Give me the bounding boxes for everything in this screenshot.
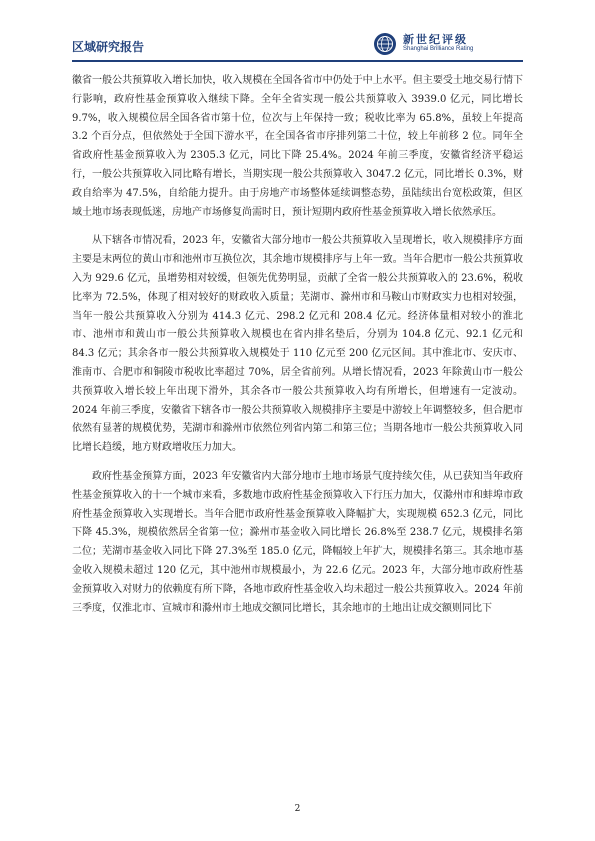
globe-seal-icon bbox=[373, 32, 397, 56]
header-divider bbox=[72, 60, 523, 62]
paragraph-city-general-budget: 从下辖各市情况看，2023 年，安徽省大部分地市一般公共预算收入呈现增长，收入规模排序方面主要是末两位的黄山市和池州市互换位次，其余地市规模排序与上年一致。当年合肥市一般公共预算收入为 929.6 亿元，虽增势相对较缓，但领先优势明显，贡献了全省一般公共预算收入的 23.6%，税收比率为 72.5%，体现了相对较好的财政收入质量；芜湖市、滁州市和马鞍山市财政实力也相对较强，当年一般公共预算收入分别为 414.3 亿元、298.2 亿元和 208.4 亿元。经济体量相对较小的淮北市、池州市和黄山市一般公共预算收入规模也在省内排名垫后，分别为 104.8 亿元、92.1 亿元和 84.3 亿元；其余各市一般公共预算收入规模处于 110 亿元至 200 亿元区间。其中淮北市、安庆市、淮南市、合肥市和铜陵市税收比率超过 70%，居全省前列。从增长情况看，2023 年除黄山市一般公共预算收入增长较上年出现下滑外，其余各市一般公共预算收入均有所增长，但增速有一定波动。2024 年前三季度，安徽省下辖各市一般公共预算收入规模排序主要是中游较上年调整较多，但合肥市依然有显著的规模优势，芜湖市和滁州市依然位列省内第二和第三位；当期各地市一般公共预算收入同比增长趋缓，地方财政增收压力加大。 bbox=[72, 235, 523, 454]
page-number: 2 bbox=[294, 804, 301, 814]
logo-chinese-name: 新世纪评级 bbox=[403, 33, 468, 46]
brand-logo bbox=[373, 30, 523, 58]
logo-english-name: Shanghai Brilliance Rating bbox=[403, 46, 474, 52]
page-header bbox=[72, 30, 523, 60]
report-body bbox=[72, 72, 523, 628]
paragraph-government-fund-budget: 政府性基金预算方面，2023 年安徽省内大部分地市土地市场景气度持续欠佳，从已获知当年政府性基金预算收入的十一个城市来看，多数地市政府性基金预算收入下行压力加大，仅滁州市和蚌埠市政府性基金预算收入实现增长。当年合肥市政府性基金预算收入降幅扩大，实现规模 652.3 亿元，同比下降 45.3%，规模依然居全省第一位；滁州市基金收入同比增长 26.8%至 238.7 亿元，规模排名第二位；芜湖市基金收入同比下降 27.3%至 185.0 亿元，降幅较上年扩大，规模排名第三。其余地市基金收入规模未超过 120 亿元，其中池州市规模最小，为 22.6 亿元。2023 年，大部分地市政府性基金预算收入对财力的依赖度有所下降，各地市政府性基金收入均未超过一般公共预算收入。2024 年前三季度，仅淮北市、宣城市和滁州市土地成交额同比增长，其余地市的土地出让成交额则同比下 bbox=[72, 470, 523, 614]
report-type-title: 区域研究报告 bbox=[72, 40, 145, 54]
paragraph-provincial-revenue: 徽省一般公共预算收入增长加快，收入规模在全国各省市中仍处于中上水平。但主要受土地交易行情下行影响，政府性基金预算收入继续下降。全年全省实现一般公共预算收入 3939.0 亿元，同比增长 9.7%，收入规模位居全国各省市第十位，位次与上年保持一致；税收比率为 65.8%，虽较上年提高 3.2 个百分点，但依然处于全国下游水平，在全国各省市序排列第二十位，较上年前移 2 位。同年全省政府性基金预算收入为 2305.3 亿元，同比下降 25.4%。2024 年前三季度，安徽省经济平稳运行，一般公共预算收入同比略有增长，当期实现一般公共预算收入 3047.2 亿元，同比增长 0.3%，财政自给率为 47.5%，自给能力提升。由于房地产市场整体延续调整态势，虽陆续出台宽松政策，但区域土地市场表现低迷，房地产市场修复尚需时日，预计短期内政府性基金预算收入增长依然承压。 bbox=[72, 75, 523, 218]
